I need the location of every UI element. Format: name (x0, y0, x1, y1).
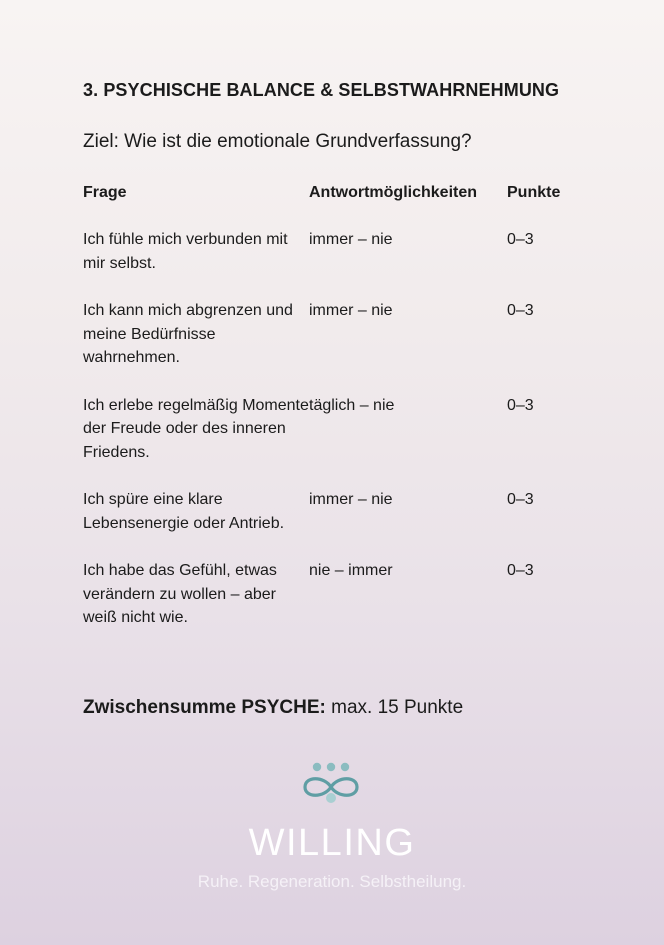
section-title: 3. PSYCHISCHE BALANCE & SELBSTWAHRNEHMUNG (83, 80, 560, 100)
question-text: Ich erlebe regelmäßig Momente der Freude oder des inneren Friedens. (83, 396, 309, 461)
header-question: Frage (83, 184, 127, 201)
table-row (83, 559, 603, 630)
answer-range: nie – immer (309, 562, 393, 579)
infinity-dots-icon (300, 760, 362, 806)
brand-tagline: Ruhe. Regeneration. Selbstheilung. (197, 872, 467, 891)
points-range: 0–3 (507, 302, 534, 319)
question-text: Ich kann mich abgrenzen und meine Bedürfnisse wahrnehmen. (83, 302, 293, 366)
table-row (83, 488, 603, 535)
points-range: 0–3 (507, 396, 534, 414)
table-row (83, 299, 603, 370)
table-header-row (83, 184, 603, 206)
header-points: Punkte (507, 184, 561, 201)
answer-range: immer – nie (309, 491, 393, 508)
question-text: Ich habe das Gefühl, etwas verändern zu wollen – aber weiß nicht wie. (83, 562, 277, 626)
table-row (83, 228, 603, 275)
table-row (83, 394, 603, 465)
answer-range: immer – nie (309, 231, 393, 248)
brand-name: WILLING (248, 822, 416, 864)
answer-range: täglich – nie (309, 396, 395, 414)
question-text: Ich spüre eine klare Lebensenergie oder Antrieb. (83, 491, 285, 532)
points-range: 0–3 (507, 562, 534, 579)
subtotal-value: max. 15 Punkte (331, 697, 464, 718)
subtotal-line (83, 697, 463, 719)
subtotal-label: Zwischensumme PSYCHE: (83, 697, 326, 718)
header-answers: Antwortmöglichkeiten (309, 184, 478, 201)
section-goal: Ziel: Wie ist die emotionale Grundverfassung? (83, 131, 472, 152)
question-text: Ich fühle mich verbunden mit mir selbst. (83, 231, 288, 272)
questionnaire-table (83, 184, 603, 630)
points-range: 0–3 (507, 491, 534, 508)
points-range: 0–3 (507, 231, 534, 248)
answer-range: immer – nie (309, 302, 393, 319)
